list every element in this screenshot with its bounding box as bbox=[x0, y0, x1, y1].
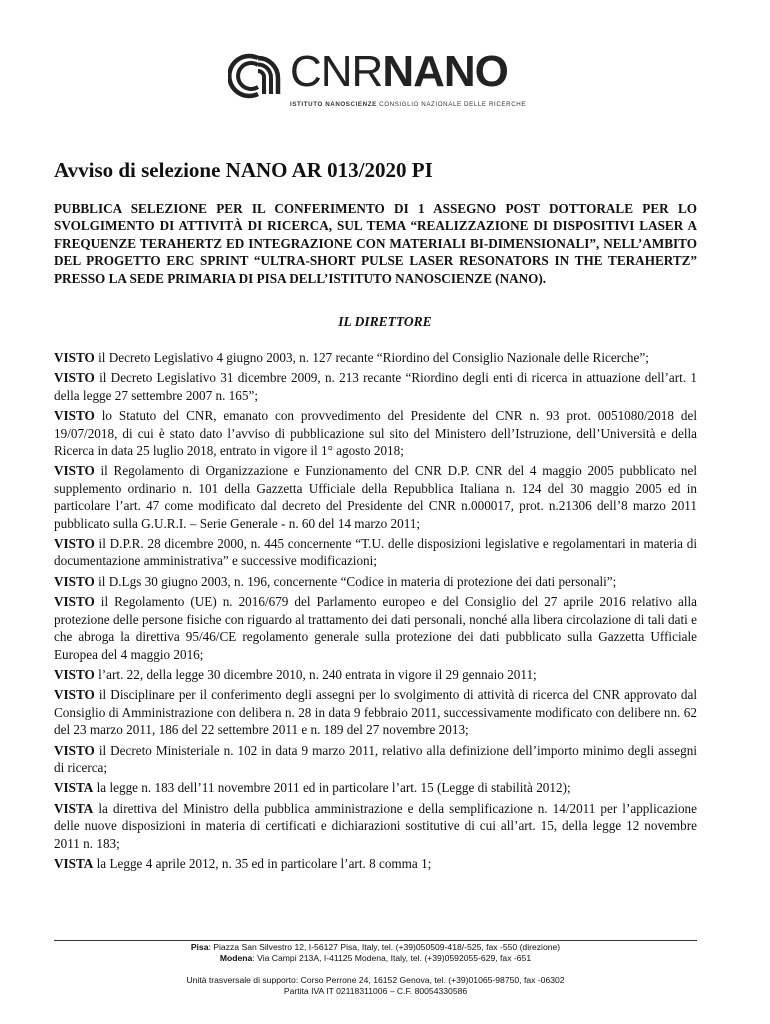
footer-modena-line bbox=[54, 953, 697, 964]
footer-divider bbox=[54, 940, 697, 941]
cnr-swirl-logo-icon bbox=[228, 52, 286, 100]
clause-paragraph bbox=[54, 407, 697, 459]
logo-tagline bbox=[290, 101, 526, 108]
selection-subject: PUBBLICA SELEZIONE PER IL CONFERIMENTO DI 1 ASSEGNO POST DOTTORALE PER LO SVOLGIMENTO DI ATTIVITÀ DI RICERCA, SUL TEMA “REALIZZAZIONE DI DISPOSITIVI LASER A FREQUENZE TERAHERTZ ED INTEGRAZIONE CON MATERIALI BI-DIMENSIONALI”, NELL’AMBITO DEL PROGETTO ERC SPRINT “ULTRA-SHORT PULSE LASER RESONATORS IN THE TERAHERTZ” PRESSO LA SEDE PRIMARIA DI PISA DELL’ISTITUTO NANOSCIENZE (NANO). bbox=[54, 201, 697, 286]
logo-name-bold: NANO bbox=[382, 47, 508, 96]
clause-text: la direttiva del Ministro della pubblica amministrazione e della semplificazione n. 14/2011 per l’applicazione delle nuove disposizioni in materia di certificati e dichiarazioni sostitutive di cui all’art. 15, della legge 12 novembre 2011 n. 183; bbox=[54, 800, 697, 851]
director-heading: IL DIRETTORE bbox=[338, 314, 432, 329]
clause-paragraph bbox=[54, 855, 697, 872]
clause-keyword: VISTA bbox=[54, 780, 94, 796]
clause-paragraph bbox=[54, 573, 697, 590]
footer-modena-text: : Via Campi 213A, I-41125 Modena, Italy, tel. (+39)0592055-629, fax -651 bbox=[252, 953, 532, 963]
clause-text: il Disciplinare per il conferimento degli assegni per lo svolgimento di attività di ricerca del CNR approvato dal Consiglio di Amministrazione con delibera n. 28 in data 9 febbraio 2011, successivamente modificato con delibere nn. 62 del 23 marzo 2011, 186 del 22 settembre 2011 e n. 189 del 27 novembre 2013; bbox=[54, 687, 697, 738]
clause-text: il D.P.R. 28 dicembre 2000, n. 445 concernente “T.U. delle disposizioni legislative e regolamentari in materia di documentazione amministrativa” e successive modificazioni; bbox=[54, 536, 697, 569]
clause-paragraph bbox=[54, 800, 697, 852]
footer-modena-label: Modena bbox=[219, 953, 253, 963]
clause-paragraph bbox=[54, 349, 697, 366]
document-title: Avviso di selezione NANO AR 013/2020 PI bbox=[54, 158, 433, 182]
clause-text: l’art. 22, della legge 30 dicembre 2010, n. 240 entrata in vigore il 29 gennaio 2011; bbox=[94, 666, 537, 682]
clause-keyword: VISTO bbox=[54, 573, 95, 589]
whereas-clauses bbox=[54, 349, 697, 875]
footer-support-line: Unità trasversale di supporto: Corso Perrone 24, 16152 Genova, tel. (+39)01065-98750, fax -06302 bbox=[186, 975, 565, 985]
footer-pisa-text: : Piazza San Silvestro 12, I-56127 Pisa, Italy, tel. (+39)050509-418/-525, fax -550 (direzione) bbox=[208, 942, 561, 952]
clause-keyword: VISTO bbox=[54, 594, 95, 610]
clause-keyword: VISTA bbox=[54, 855, 94, 871]
cnr-nano-logo bbox=[228, 47, 528, 120]
clause-text: la Legge 4 aprile 2012, n. 35 ed in particolare l’art. 8 comma 1; bbox=[93, 855, 432, 871]
logo-name-light: CNR bbox=[290, 47, 383, 96]
footer-vat-line: Partita IVA IT 02118311006 – C.F. 80054330586 bbox=[283, 986, 468, 996]
clause-paragraph bbox=[54, 462, 697, 532]
clause-text: lo Statuto del CNR, emanato con provvedimento del Presidente del CNR n. 93 prot. 0051080/2018 del 19/07/2018, di cui è stato dato l’avviso di pubblicazione sul sito del Ministero dell’Istruzione, dell’Università e della Ricerca in data 25 luglio 2018, entrato in vigore il 1° agosto 2018; bbox=[54, 408, 697, 459]
clause-keyword: VISTA bbox=[54, 800, 94, 816]
footer-pisa-label: Pisa bbox=[190, 942, 209, 952]
clause-paragraph bbox=[54, 369, 697, 404]
clause-paragraph bbox=[54, 686, 697, 738]
clause-paragraph bbox=[54, 779, 697, 796]
clause-keyword: VISTO bbox=[54, 408, 95, 424]
clause-text: il Decreto Legislativo 31 dicembre 2009, n. 213 recante “Riordino degli enti di ricerca in attuazione dell’art. 1 della legge 27 settembre 2007 n. 165”; bbox=[54, 370, 697, 403]
clause-text: il Regolamento di Organizzazione e Funzionamento del CNR D.P. CNR del 4 maggio 2005 pubblicato nel supplemento ordinario n. 101 della Gazzetta Ufficiale della Repubblica Italiana n. 124 del 30 maggio 2005 ed in particolare l’art. 47 come modificato dal decreto del Presidente del CNR n.000017, prot. n.21306 dell’8 marzo 2011 pubblicato sulla G.U.R.I. – Serie Generale - n. 60 del 14 marzo 2011; bbox=[54, 463, 697, 531]
clause-text: il Decreto Legislativo 4 giugno 2003, n. 127 recante “Riordino del Consiglio Nazionale delle Ricerche”; bbox=[94, 350, 649, 365]
clause-keyword: VISTO bbox=[54, 463, 95, 479]
clause-text: il D.Lgs 30 giugno 2003, n. 196, concernente “Codice in materia di protezione dei dati personali”; bbox=[94, 573, 617, 589]
clause-paragraph bbox=[54, 666, 697, 683]
clause-keyword: VISTO bbox=[54, 742, 95, 758]
page-footer bbox=[54, 942, 697, 997]
clause-text: il Regolamento (UE) n. 2016/679 del Parlamento europeo e del Consiglio del 27 aprile 2016 relativo alla protezione delle persone fisiche con riguardo al trattamento dei dati personali, nonché alla libera circolazione di tali dati e che abroga la direttiva 95/46/CE regolamento generale sulla protezione dei dati pubblicato sulla Gazzetta Ufficiale Europea del 4 maggio 2016; bbox=[54, 594, 697, 662]
clause-keyword: VISTO bbox=[54, 350, 95, 365]
clause-text: il Decreto Ministeriale n. 102 in data 9 marzo 2011, relativo alla definizione dell’importo minimo degli assegni di ricerca; bbox=[54, 742, 697, 775]
logo-wordmark bbox=[290, 48, 508, 96]
clause-paragraph bbox=[54, 742, 697, 777]
logo-tagline-bold: ISTITUTO NANOSCIENZE bbox=[290, 101, 377, 108]
clause-keyword: VISTO bbox=[54, 666, 95, 682]
clause-paragraph bbox=[54, 593, 697, 663]
clause-keyword: VISTO bbox=[54, 687, 95, 703]
clause-keyword: VISTO bbox=[54, 536, 95, 552]
footer-pisa-line bbox=[54, 942, 697, 953]
logo-tagline-rest: CONSIGLIO NAZIONALE DELLE RICERCHE bbox=[379, 101, 527, 108]
clause-text: la legge n. 183 dell’11 novembre 2011 ed in particolare l’art. 15 (Legge di stabilità 2012); bbox=[93, 780, 571, 796]
clause-keyword: VISTO bbox=[54, 370, 95, 386]
clause-paragraph bbox=[54, 535, 697, 570]
